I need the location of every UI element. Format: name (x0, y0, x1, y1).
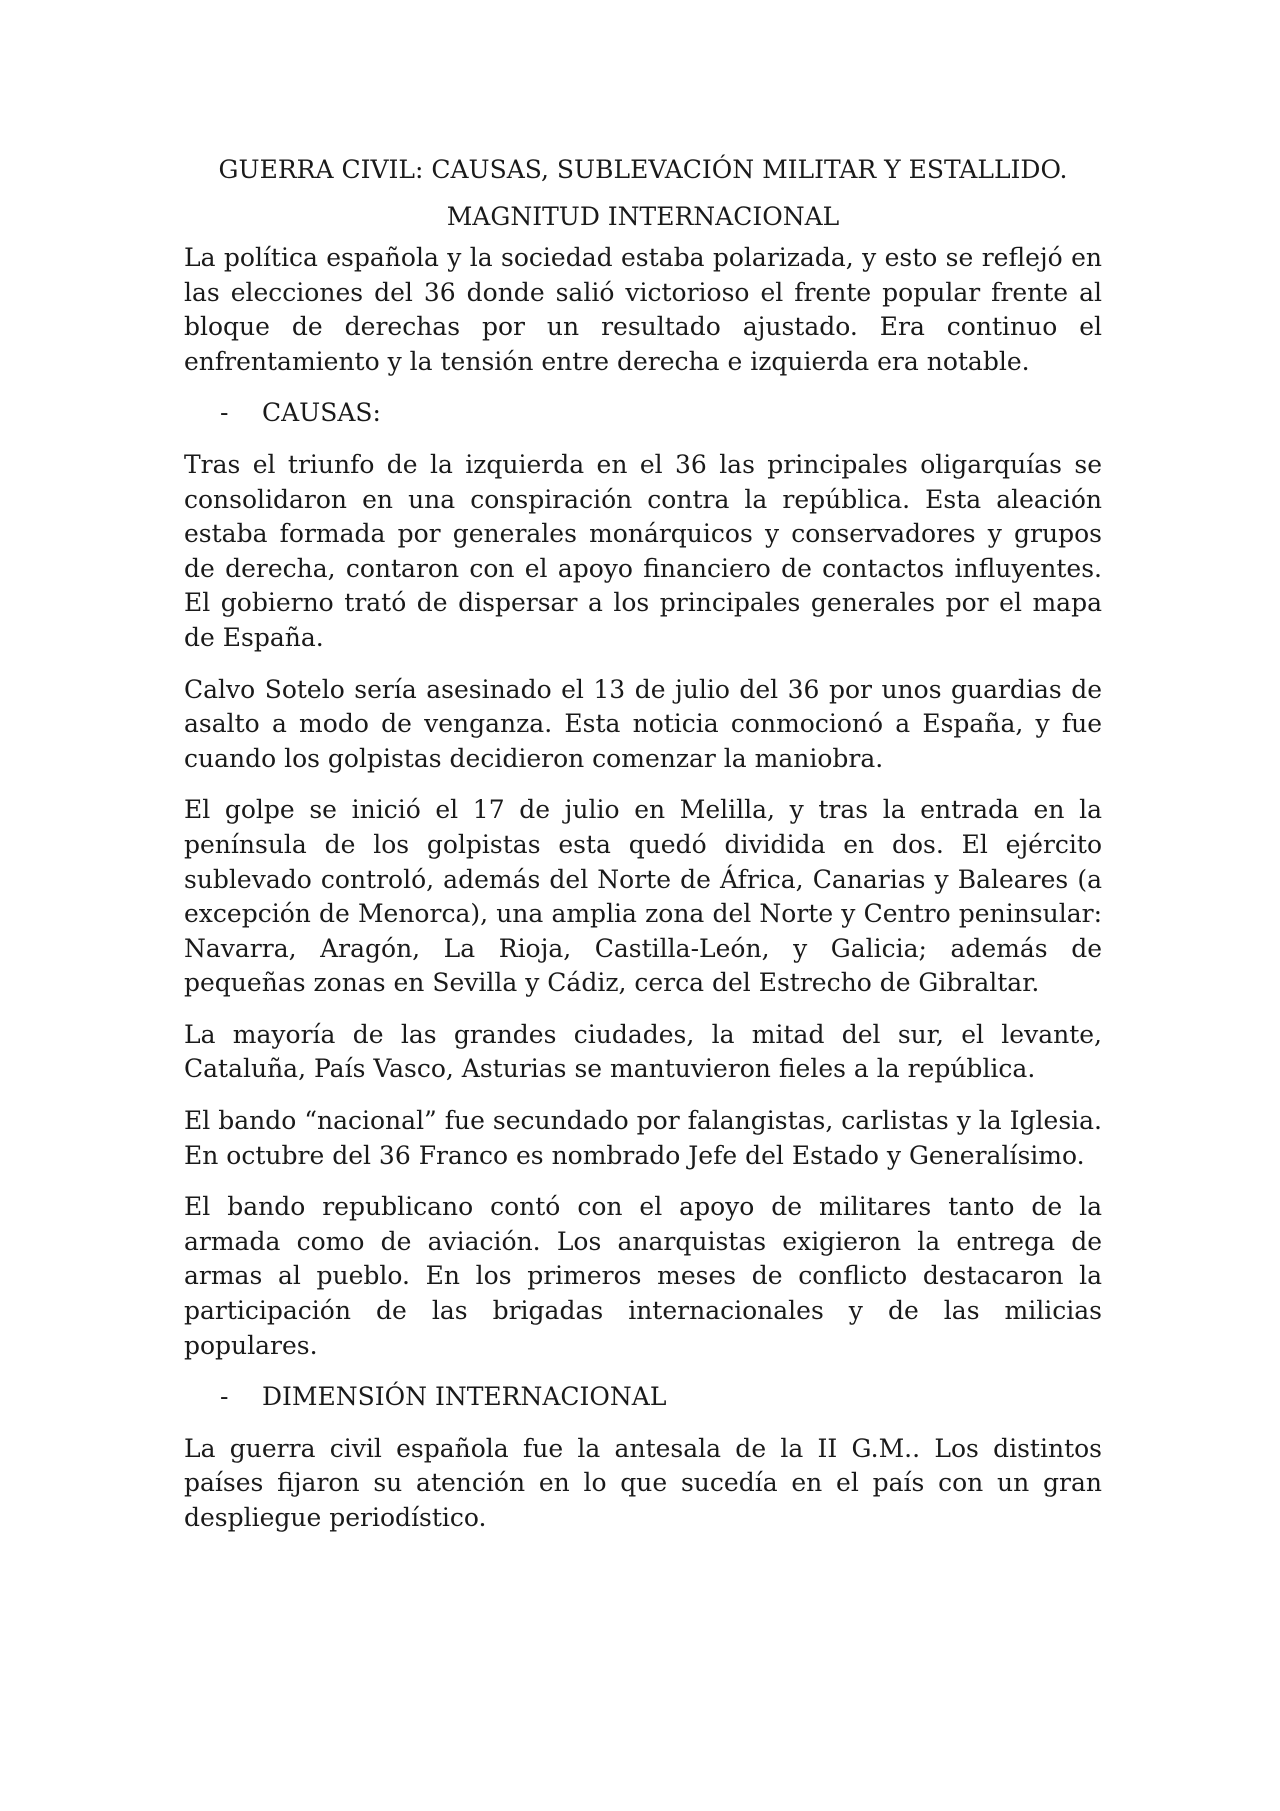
title-line-1: GUERRA CIVIL: CAUSAS, SUBLEVACIÓN MILITAR Y ESTALLIDO. (218, 155, 1068, 184)
document-page (184, 146, 1102, 1553)
section-heading-label: CAUSAS: (262, 398, 381, 428)
paragraph: La mayoría de las grandes ciudades, la mitad del sur, el levante, Cataluña, País Vasco, Asturias se mantuvieron fieles a la república. (184, 1019, 1102, 1084)
paragraph: El bando “nacional” fue secundado por falangistas, carlistas y la Iglesia. En octubre del 36 Franco es nombrado Jefe del Estado y Generalísimo. (184, 1106, 1102, 1170)
bullet-dash: - (220, 1382, 229, 1412)
paragraph: Tras el triunfo de la izquierda en el 36 las principales oligarquías se consolidaron en una conspiración contra la república. Esta aleación estaba formada por generales monárquicos y conservadores y grupos de derecha, contaron con el apoyo financiero de contactos influyentes. El gobierno trató de dispersar a los principales generales por el mapa de España. (184, 449, 1102, 652)
document-title (184, 146, 1102, 240)
section-heading-dimension-internacional (184, 1380, 1102, 1415)
section-heading-label: DIMENSIÓN INTERNACIONAL (262, 1382, 667, 1412)
bullet-dash: - (220, 398, 229, 428)
title-line-2: MAGNITUD INTERNACIONAL (446, 202, 840, 231)
paragraph: Calvo Sotelo sería asesinado el 13 de julio del 36 por unos guardias de asalto a modo de venganza. Esta noticia conmocionó a España, y fue cuando los golpistas decidieron comenzar la maniobra. (184, 674, 1102, 773)
paragraph: El bando republicano contó con el apoyo de militares tanto de la armada como de aviación. Los anarquistas exigieron la entrega de armas al pueblo. En los primeros meses de conflicto destacaron la participación de las brigadas internacionales y de las milicias populares. (184, 1192, 1102, 1360)
paragraph: El golpe se inició el 17 de julio en Melilla, y tras la entrada en la península de los golpistas esta quedó dividida en dos. El ejército sublevado controló, además del Norte de África, Canarias y Baleares (a excepción de Menorca), una amplia zona del Norte y Centro peninsular: Navarra, Aragón, La Rioja, Castilla-León, y Galicia; además de pequeñas zonas en Sevilla y Cádiz, cerca del Estrecho de Gibraltar. (184, 795, 1102, 998)
section-heading-causas (184, 396, 1102, 431)
paragraph: La guerra civil española fue la antesala de la II G.M.. Los distintos países fijaron su atención en lo que sucedía en el país con un gran despliegue periodístico. (184, 1433, 1102, 1532)
intro-paragraph: La política española y la sociedad estaba polarizada, y esto se reflejó en las elecciones del 36 donde salió victorioso el frente popular frente al bloque de derechas por un resultado ajustado. Era continuo el enfrentamiento y la tensión entre derecha e izquierda era notable. (184, 243, 1102, 376)
